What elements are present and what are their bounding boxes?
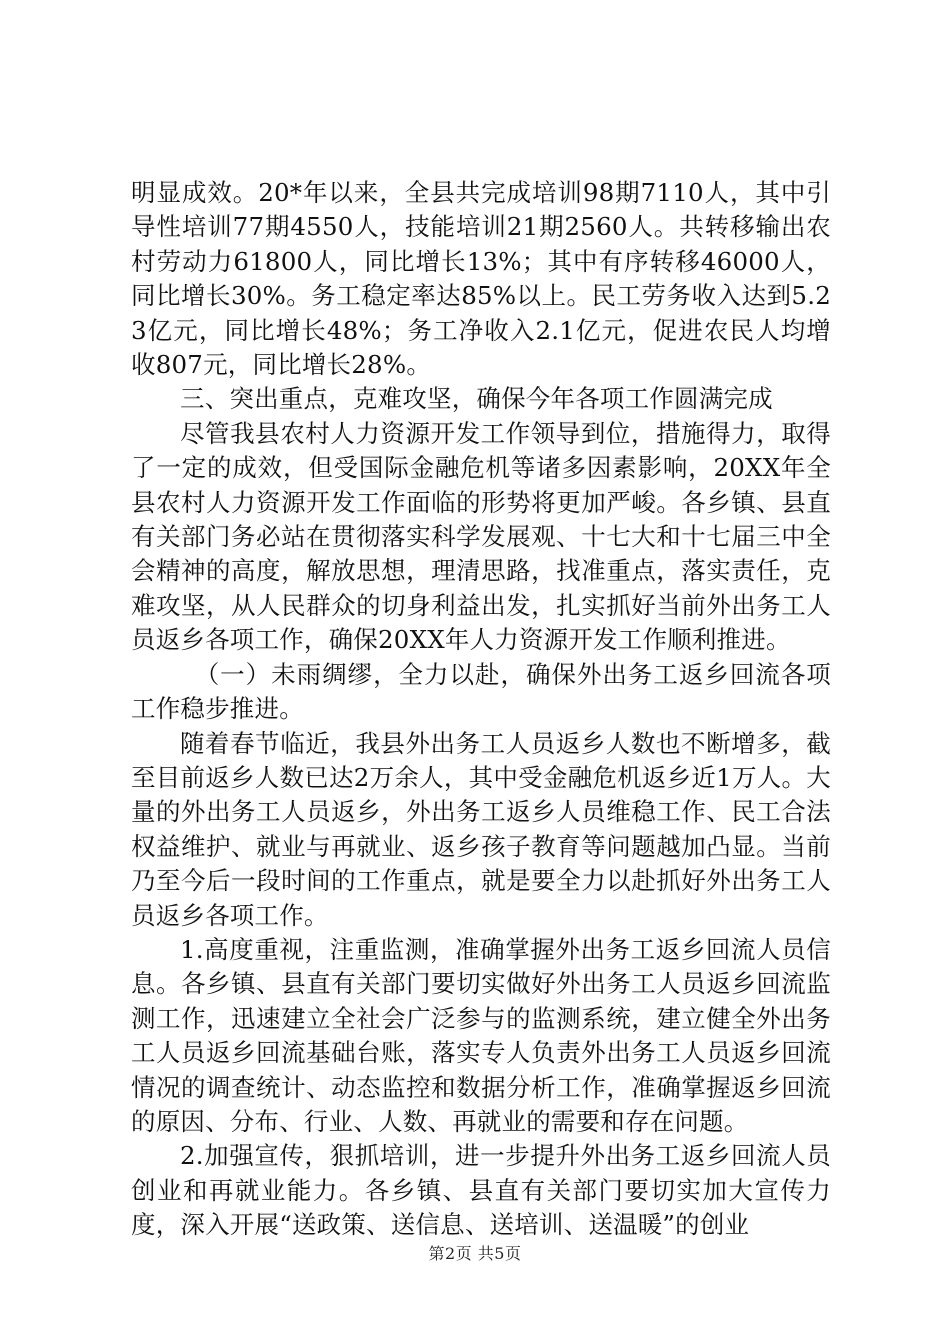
- paragraph-item-1: 1.高度重视，注重监测，准确掌握外出务工返乡回流人员信息。各乡镇、县直有关部门要切实做好外出务工人员返乡回流监测工作，迅速建立全社会广泛参与的监测系统，建立健全外出务工人员返乡回流基础台账，落实专人负责外出务工人员返乡回流情况的调查统计、动态监控和数据分析工作，准确掌握返乡回流的原因、分布、行业、人数、再就业的需要和存在问题。: [131, 934, 831, 1136]
- section-heading: 三、突出重点，克难攻坚，确保今年各项工作圆满完成: [180, 384, 773, 414]
- subsection-heading: （一）未雨绸缪，全力以赴，确保外出务工返乡回流各项工作稳步推进。: [131, 659, 831, 724]
- paragraph-continuation: 明显成效。20*年以来，全县共完成培训98期7110人，其中引导性培训77期4550人，技能培训21期2560人。共转移输出农村劳动力61800人，同比增长13%；其中有序转移46000人，同比增长30%。务工稳定率达85%以上。民工劳务收入达到5.23亿元，同比增长48%；务工净收入2.1亿元，促进农民人均增收807元，同比增长28%。: [131, 178, 831, 380]
- document-body: [131, 176, 831, 1243]
- page-number-footer: 第2页 共5页: [428, 1244, 522, 1263]
- paragraph-overview: 尽管我县农村人力资源开发工作领导到位，措施得力，取得了一定的成效，但受国际金融危机等诸多因素影响，20XX年全县农村人力资源开发工作面临的形势将更加严峻。各乡镇、县直有关部门务必站在贯彻落实科学发展观、十七大和十七届三中全会精神的高度，解放思想，理清思路，找准重点，落实责任，克难攻坚，从人民群众的切身利益出发，扎实抓好当前外出务工人员返乡各项工作，确保20XX年人力资源开发工作顺利推进。: [131, 418, 831, 655]
- paragraph-item-2: 2.加强宣传，狠抓培训，进一步提升外出务工返乡回流人员创业和再就业能力。各乡镇、县直有关部门要切实加大宣传力度，深入开展“送政策、送信息、送培训、送温暖”的创业: [131, 1141, 831, 1240]
- paragraph-returnees: 随着春节临近，我县外出务工人员返乡人数也不断增多，截至目前返乡人数已达2万余人，其中受金融危机返乡近1万人。大量的外出务工人员返乡，外出务工返乡人员维稳工作、民工合法权益维护、就业与再就业、返乡孩子教育等问题越加凸显。当前乃至今后一段时间的工作重点，就是要全力以赴抓好外出务工人员返乡各项工作。: [131, 728, 831, 930]
